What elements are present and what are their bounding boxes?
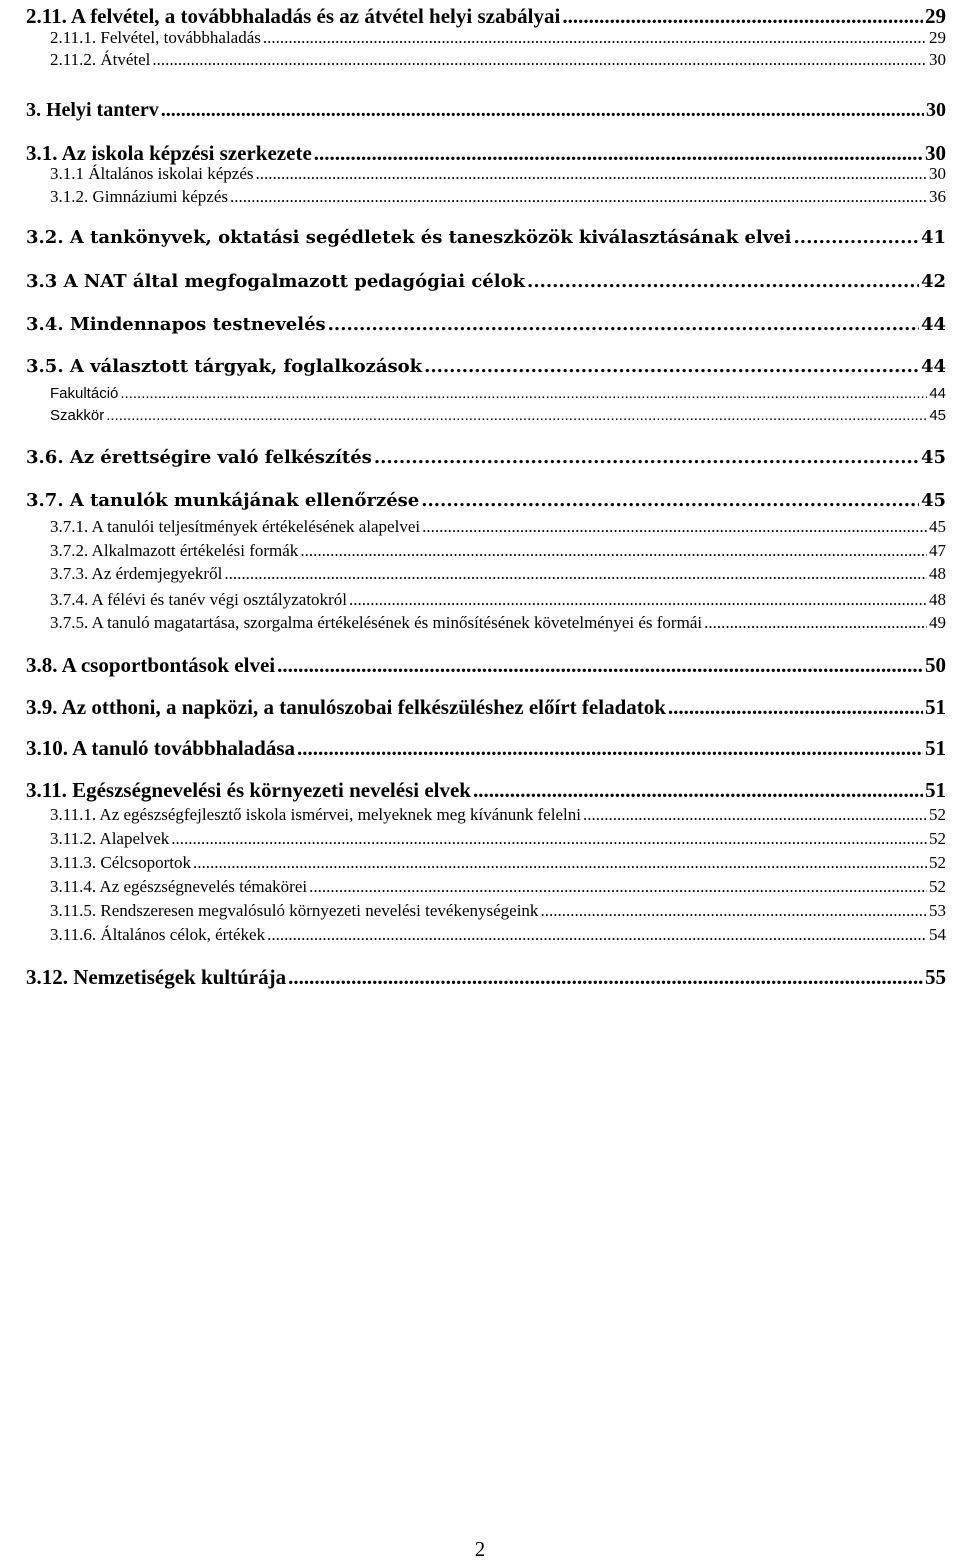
toc-entry-szakkor[interactable] [50, 407, 946, 424]
toc-leader-dots [540, 901, 927, 921]
toc-entry-label: 3.2. A tankönyvek, oktatási segédletek és taneszközök kiválasztásának elvei [26, 227, 792, 248]
toc-entry-3-3[interactable] [26, 271, 946, 292]
toc-entry-fakultacio[interactable] [50, 385, 946, 402]
toc-entry-label: 2.11.2. Átvétel [50, 50, 151, 69]
toc-entry-3-11-6[interactable] [50, 925, 946, 945]
toc-entry-page: 41 [920, 227, 946, 248]
toc-entry-2-11-2[interactable] [50, 50, 946, 70]
toc-entry-2-11-1[interactable] [50, 28, 946, 48]
toc-leader-dots [297, 736, 923, 761]
toc-leader-dots [230, 187, 927, 207]
toc-entry-page: 30 [929, 50, 946, 69]
toc-entry-3-11-3[interactable] [50, 853, 946, 873]
toc-entry-3-10[interactable] [26, 736, 946, 761]
toc-entry-page: 52 [929, 829, 946, 848]
toc-entry-label: 3.11.3. Célcsoportok [50, 853, 192, 872]
toc-entry-label: 3.7.4. A félévi és tanév végi osztályzatokról [50, 590, 347, 609]
toc-leader-dots [314, 141, 923, 166]
toc-entry-3-7-4[interactable] [50, 590, 946, 610]
toc-entry-page: 30 [925, 141, 946, 165]
toc-entry-2-11[interactable] [26, 4, 946, 29]
toc-entry-page: 49 [929, 613, 946, 632]
toc-entry-label: 3.11. Egészségnevelési és környezeti nevelési elvek [26, 778, 471, 802]
toc-entry-label: 3.10. A tanuló továbbhaladása [26, 736, 296, 760]
toc-leader-dots [288, 965, 923, 990]
toc-leader-dots [267, 925, 927, 945]
toc-entry-label: Szakkör [50, 407, 105, 424]
toc-entry-label: 3.7.1. A tanulói teljesítmények értékelésének alapelvei [50, 517, 421, 536]
toc-entry-3-11-1[interactable] [50, 805, 946, 825]
toc-entry-3-6[interactable] [26, 447, 946, 468]
toc-entry-3-9[interactable] [26, 695, 946, 720]
toc-entry-page: 54 [929, 925, 946, 944]
toc-entry-3-12[interactable] [26, 965, 946, 990]
toc-entry-label: Fakultáció [50, 385, 119, 402]
toc-entry-page: 52 [929, 853, 946, 872]
toc-entry-page: 42 [920, 271, 946, 292]
toc-entry-label: 3.7.5. A tanuló magatartása, szorgalma értékelésének és minősítésének követelményei és formái [50, 613, 703, 632]
toc-leader-dots [422, 517, 927, 537]
toc-entry-3-5[interactable] [26, 356, 946, 377]
toc-entry-page: 30 [926, 99, 946, 121]
toc-entry-label: 3.11.1. Az egészségfejlesztő iskola ismérvei, melyeknek meg kívánunk felelni [50, 805, 581, 824]
toc-leader-dots [328, 314, 919, 335]
toc-leader-dots [424, 356, 919, 377]
toc-entry-page: 45 [929, 517, 946, 536]
toc-leader-dots [794, 227, 919, 248]
toc-leader-dots [349, 590, 927, 610]
toc-entry-page: 48 [929, 590, 946, 609]
toc-entry-label: 3.11.2. Alapelvek [50, 829, 170, 848]
toc-entry-page: 50 [925, 653, 946, 677]
toc-entry-page: 30 [929, 164, 946, 183]
toc-leader-dots [668, 695, 923, 720]
toc-entry-label: 3.11.5. Rendszeresen megvalósuló környezeti nevelési tevékenységeink [50, 901, 539, 920]
toc-entry-3-4[interactable] [26, 314, 946, 335]
toc-entry-label: 3.7.3. Az érdemjegyekről [50, 564, 223, 583]
toc-entry-label: 3.8. A csoportbontások elvei [26, 653, 276, 677]
toc-entry-3-11-5[interactable] [50, 901, 946, 921]
toc-entry-3-8[interactable] [26, 653, 946, 678]
toc-entry-3-11[interactable] [26, 778, 946, 803]
toc-leader-dots [421, 490, 919, 511]
toc-entry-label: 3.12. Nemzetiségek kultúrája [26, 965, 287, 989]
toc-entry-3[interactable] [26, 99, 946, 122]
toc-entry-page: 45 [929, 407, 946, 424]
toc-entry-page: 45 [920, 490, 946, 511]
toc-leader-dots [374, 447, 919, 468]
toc-entry-label: 3.5. A választott tárgyak, foglalkozások [26, 356, 423, 377]
toc-entry-3-7-3[interactable] [50, 564, 946, 584]
toc-entry-page: 52 [929, 877, 946, 896]
toc-entry-page: 51 [925, 778, 946, 802]
toc-leader-dots [106, 407, 927, 424]
toc-entry-3-11-4[interactable] [50, 877, 946, 897]
toc-entry-page: 51 [925, 695, 946, 719]
toc-entry-label: 3.6. Az érettségire való felkészítés [26, 447, 372, 468]
toc-entry-label: 3.11.4. Az egészségnevelés témakörei [50, 877, 308, 896]
toc-entry-page: 53 [929, 901, 946, 920]
toc-entry-page: 52 [929, 805, 946, 824]
toc-entry-page: 29 [925, 4, 946, 28]
toc-leader-dots [300, 541, 927, 561]
toc-entry-page: 47 [929, 541, 946, 560]
toc-entry-label: 2.11. A felvétel, a továbbhaladás és az átvétel helyi szabályai [26, 4, 561, 28]
toc-entry-label: 3.7.2. Alkalmazott értékelési formák [50, 541, 299, 560]
toc-entry-3-11-2[interactable] [50, 829, 946, 849]
toc-entry-3-7-1[interactable] [50, 517, 946, 537]
toc-entry-3-1-1[interactable] [50, 164, 946, 184]
toc-leader-dots [256, 164, 928, 184]
toc-entry-3-1[interactable] [26, 141, 946, 166]
toc-entry-label: 3.11.6. Általános célok, értékek [50, 925, 266, 944]
toc-entry-3-7-5[interactable] [50, 613, 946, 633]
toc-entry-3-7[interactable] [26, 490, 946, 511]
toc-leader-dots [161, 99, 924, 122]
toc-entry-page: 36 [929, 187, 946, 206]
toc-leader-dots [527, 271, 919, 292]
toc-leader-dots [473, 778, 923, 803]
toc-entry-label: 3.4. Mindennapos testnevelés [26, 314, 326, 335]
toc-leader-dots [704, 613, 927, 633]
toc-leader-dots [277, 653, 923, 678]
toc-leader-dots [583, 805, 927, 825]
toc-entry-label: 3.1.1 Általános iskolai képzés [50, 164, 254, 183]
toc-entry-page: 51 [925, 736, 946, 760]
toc-leader-dots [562, 4, 923, 29]
toc-entry-label: 3.1.2. Gimnáziumi képzés [50, 187, 228, 206]
toc-entry-label: 3.9. Az otthoni, a napközi, a tanulószobai felkészüléshez előírt feladatok [26, 695, 666, 719]
toc-leader-dots [120, 385, 927, 402]
toc-entry-label: 3.1. Az iskola képzési szerkezete [26, 141, 312, 165]
toc-leader-dots [171, 829, 927, 849]
toc-leader-dots [152, 50, 927, 70]
toc-entry-label: 2.11.1. Felvétel, továbbhaladás [50, 28, 261, 47]
toc-entry-3-7-2[interactable] [50, 541, 946, 561]
page-number: 2 [474, 1537, 486, 1561]
toc-entry-page: 29 [929, 28, 946, 47]
toc-entry-3-1-2[interactable] [50, 187, 946, 207]
toc-entry-page: 44 [920, 356, 946, 377]
toc-leader-dots [193, 853, 927, 873]
toc-entry-label: 3. Helyi tanterv [26, 99, 159, 121]
toc-leader-dots [309, 877, 927, 897]
toc-entry-label: 3.7. A tanulók munkájának ellenőrzése [26, 490, 420, 511]
toc-leader-dots [263, 28, 927, 48]
toc-entry-label: 3.3 A NAT által megfogalmazott pedagógiai célok [26, 271, 526, 292]
toc-entry-page: 55 [925, 965, 946, 989]
toc-entry-page: 44 [920, 314, 946, 335]
toc-leader-dots [224, 564, 927, 584]
toc-entry-page: 45 [920, 447, 946, 468]
toc-entry-3-2[interactable] [26, 227, 946, 248]
toc-entry-page: 48 [929, 564, 946, 583]
toc-entry-page: 44 [929, 385, 946, 402]
